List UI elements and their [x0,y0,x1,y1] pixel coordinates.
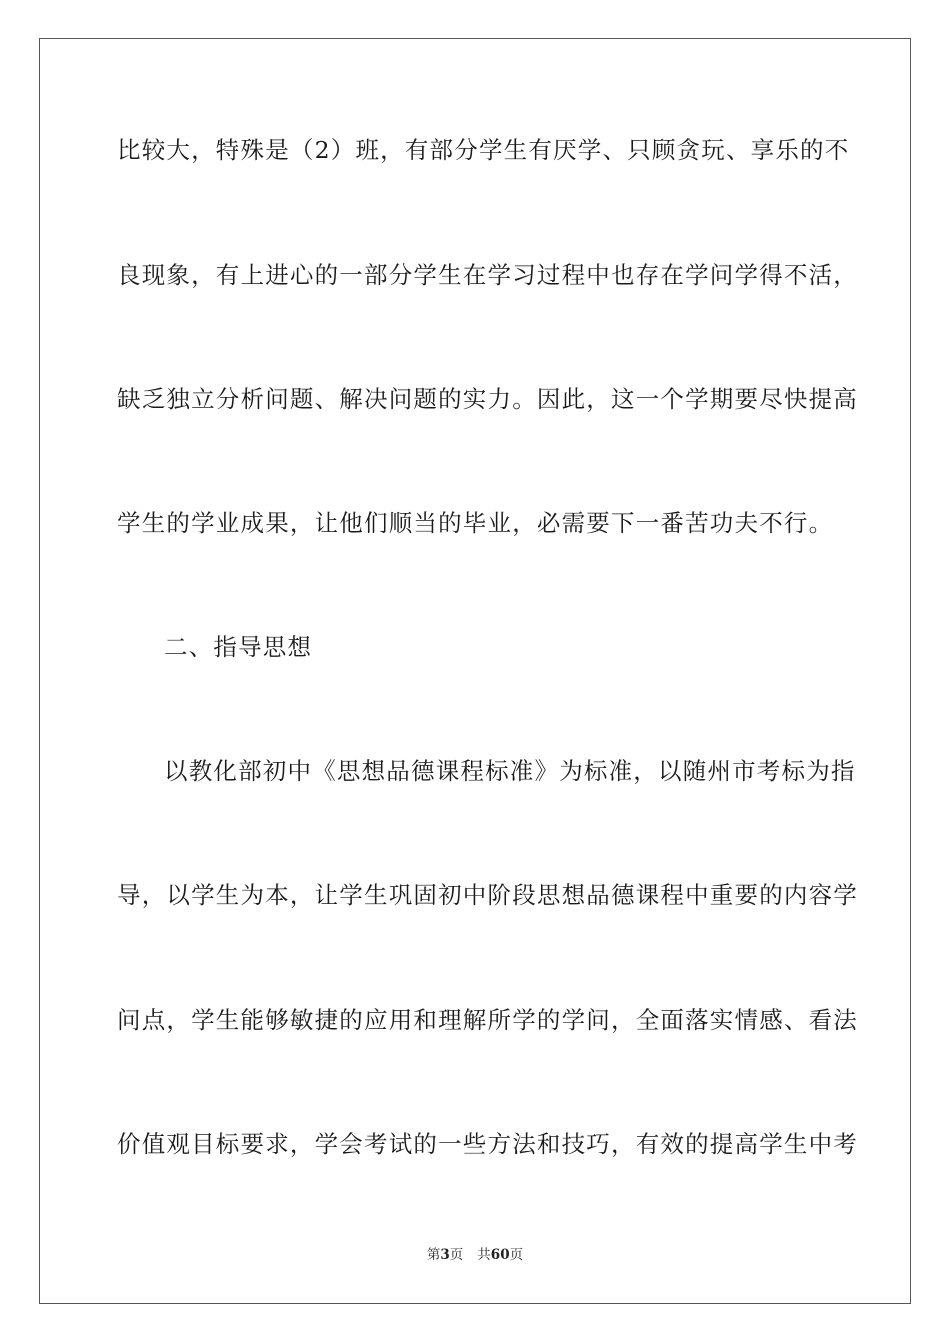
total-label-suffix: 页 [509,1247,524,1263]
page-number: 3 [440,1247,450,1263]
page-footer [0,1246,950,1264]
paragraph-line: 价值观目标要求，学会考试的一些方法和技巧，有效的提高学生中考 [117,1130,858,1158]
page-label-prefix: 第 [426,1247,441,1263]
paragraph-line: 学生的学业成果，让他们顺当的毕业，必需要下一番苦功夫不行。 [117,509,834,537]
page-border [39,38,911,1304]
paragraph-line: 比较大，特殊是（2）班，有部分学生有厌学、只顾贪玩、享乐的不 [117,136,850,164]
paragraph-line: 以教化部初中《思想品德课程标准》为标准，以随州市考标为指 [164,757,856,785]
paragraph-line: 问点，学生能够敏捷的应用和理解所学的学问，全面落实情感、看法 [117,1006,858,1034]
paragraph-line: 缺乏独立分析问题、解决问题的实力。因此，这一个学期要尽快提高 [117,385,858,413]
paragraph-line: 导，以学生为本，让学生巩固初中阶段思想品德课程中重要的内容学 [117,881,858,909]
section-heading: 二、指导思想 [164,633,313,661]
page-label-suffix: 页 [449,1247,464,1263]
paragraph-line: 良现象，有上进心的一部分学生在学习过程中也存在学问学得不活， [117,261,858,289]
total-label-prefix: 共 [477,1247,491,1263]
total-pages: 60 [490,1247,510,1263]
